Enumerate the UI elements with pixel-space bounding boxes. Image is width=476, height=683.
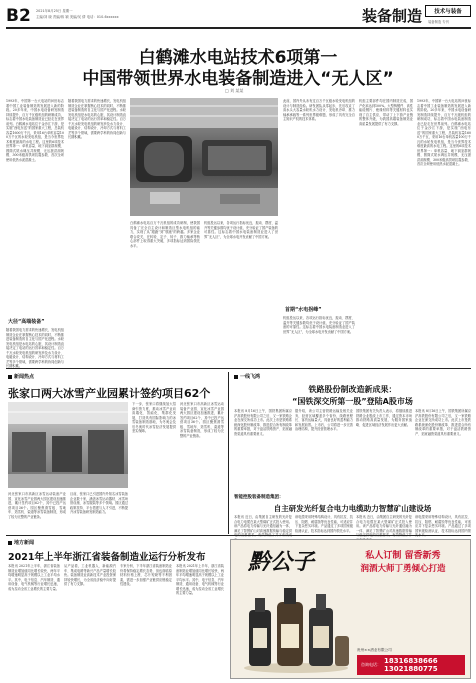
tag-frontline-label: 一线飞鸿 xyxy=(240,374,261,380)
lead-column-e: 此前，国内外从未有过百万千瓦级水轮发电机组的设计与制造经验。研发团队从零起步，先后攻克了高水头大容量水轮机水力设计、发电机冷却、推力轴承承载等一系列世界级难题，形成了具有完全自主知识产权的技术体系。 xyxy=(283,99,355,121)
story2-column-b: 目前，张家口已引进国内外知名冰雪装备企业数十家，涵盖冰雪运动器材、冰雪场馆设施、冰雪服装等多个领域。园区通过政策扶持、平台搭建与人才引进，不断提升冰雪装备研发制造能力。 xyxy=(70,492,128,514)
industrial-park-photo xyxy=(8,402,128,488)
masthead xyxy=(0,0,476,28)
story2-column-a: 河北张家口市高新区冰雪运动装备产业园、宣化冰雪产业园两大园区建设加速推进，累计签约项目62个，其中已投产运营项目36个。园区聚焦滑雪板、雪地车、造雪机、索道等冰雪装备制造，形成了较为完整的产业链条。 xyxy=(8,492,66,519)
editor-line: 主编/刘 晓 责编/蒋 颖 美编/吴 倩 电话：010-6xxxxxx xyxy=(36,15,119,19)
story4-column-b: 该电缆采用特殊结构设计，具有抗拉、抗压、阻燃、耐腐蚀等优良性能，可适应井下复杂恶劣环境。产品通过了多项国家级检测认证，技术指标达到国内领先水平。 xyxy=(295,515,353,533)
story3-headline-2: “国铁深交所第一股”登陆A股市场 xyxy=(292,397,413,406)
lead-column-a: 1993年，中国第一台大电站的问世标志着中国工业装备制造的发展进入新的阶段。20多年来，中国水电设备研发制造持续提升，百万千瓦级机组的研制成功，标志着中国水电装备制造业已经走在世界前列。白鹤滩水电站位于金沙江下游，是实施“西电东送”的国家重大工程，总装机容量1600万千瓦，采用16台单机容量100万千瓦的水轮发电机组，是当今世界技术难度最高的水电工程。这里的6项技术世界第一：单机容量、地下洞室群规模、圆筒式尾水调压井规模、无压泄洪洞规模、300米级高拱坝抗震参数、首次全坝使用低热水泥混凝土。 xyxy=(6,99,64,162)
mid-bottom-rule xyxy=(6,535,471,536)
story5-column-b: 从产品看，工业机器人、新能源汽车、集成电路等新兴产品产量增长较快。装备制造业高新技术产业投资保持较快增长，为全省经济稳中向好提供了有力支撑。 xyxy=(64,564,116,586)
lead-headline-2: 中国带领世界水电装备制造进入“无人区” xyxy=(82,69,394,89)
tag-frontline xyxy=(234,373,260,380)
lead-column-g: 1993年，中国第一台大电站的问世标志着中国工业装备制造的发展进入新的阶段。20多年来，中国水电设备研发制造持续提升，百万千瓦级机组的研制成功，标志着中国水电装备制造业已经走在世界前列。白鹤滩水电站位于金沙江下游，是实施“西电东送”的国家重大工程，总装机容量1600万千瓦，采用16台单机容量100万千瓦的水轮发电机组，是当今世界技术难度最高的水电工程。这里的6项技术世界第一：单机容量、地下洞室群规模、圆筒式尾水调压井规模、无压泄洪洞规模、300米级高拱坝抗震参数、首次全坝使用低热水泥混凝土。 xyxy=(417,99,471,166)
story3-column-a: 本报讯 8月16日上午，国铁集团所属京沪高铁股份有限公司之后，又一家铁路企业在深交所成功上市。此次上市是铁路系统深化股份制改革、推进混合所有制改革的重要举措，对于盘活铁路资产、拓宽融资渠道具有重要意义。 xyxy=(234,409,292,436)
paper-name-box xyxy=(425,5,471,17)
lead-column-d: 机组投运以来，各项运行指标优良，振动、摆度、温升等关键参数均优于设计值，充分验证了国产装备的可靠性。这标志着中国水电装备制造业进入了世界“无人区”，为全球水电开发贡献了中国方案。 xyxy=(204,221,278,239)
tag-square-icon xyxy=(8,375,12,379)
story2-headline: 张家口两大冰雪产业园累计签约项目62个 xyxy=(8,387,211,400)
masthead-rule xyxy=(6,27,471,29)
story3-headline-1: 铁路股份制改造新成果： xyxy=(308,385,397,394)
ad-company: 贵州××酒业有限公司 xyxy=(357,648,392,652)
ad-slogan-2: 润酒大师丁勇倾心打造 xyxy=(360,564,446,574)
lead-column-f: 机组主要部件均在国内制造完成，国产化率达到100%。大型铸锻件、高性能硅钢片、绝缘材料等关键材料也实现了自主供应，带动了上下游产业链的整体升级，为我国高端装备制造业高质量发展提供了有力支撑。 xyxy=(359,99,413,126)
lead-column-c: 白鹤滩水电站百万千瓦机组的成功研制，使我国具备了完全自主设计和制造巨型水电机组的能力，实现了从“跟跑”到“领跑”的跨越。多家企业联合攻关，在转轮、定子、转子、推力轴承等核心部件上取得重大突破，多项指标达到国际领先水平。 xyxy=(130,221,200,248)
ad-phone-2: 13021880775 xyxy=(384,665,438,673)
tag-news-hot-label: 新闻热点 xyxy=(14,374,35,380)
factory-photo xyxy=(130,98,278,216)
story4-headline-2: 自主研发光纤复合电力电缆助力智慧矿山建设场 xyxy=(273,504,432,513)
lead-column-b: 随着我国电力需求的快速增长，发电机组制造企业在掌握核心技术的同时，不断推进装备制造的自主化与国产化进程。水轮发电机组是水电站的心脏，其设计制造直接决定了电站的运行效率和稳定性。百万千瓦水轮发电机组的研发涉及水力设计、电磁设计、结构设计、冷却方式与材料工艺等多个领域，需要跨学科的协同创新与长期积累。 xyxy=(68,99,126,139)
liquor-bottles-image xyxy=(241,580,351,674)
section-name: 装备制造 xyxy=(362,7,423,25)
story5-column-a: 本报讯 2021年上半年，浙江省装备制造业增加值同比增长较快，两年平均增速明显高于规模以上工业平均水平。其中，电子信息、汽车制造、通用设备、电气机械等行业增长迅速，成为拉动全省工业增长的主要力量。 xyxy=(8,564,60,591)
ad-phone-box xyxy=(357,655,465,675)
story4-column-d: 该电缆采用特殊结构设计，具有抗拉、抗压、阻燃、耐腐蚀等优良性能，可适应井下复杂恶劣环境。产品通过了多项国家级检测认证，技术指标达到国内领 xyxy=(415,515,471,533)
story5-headline: 2021年上半年浙江省装备制造业运行分析发布 xyxy=(8,552,206,563)
story4-column-c: 本报讯 近日，由集团自主研发的光纤复合电力电缆在某大型煤矿正式投入使用。该产品将电力传输与光纤通信融为一体，满足了智慧矿山对高速数据传输 xyxy=(356,515,412,533)
tag-square-icon xyxy=(8,541,12,545)
story2-column-c: 下一步，张家口将继续加大招商引资力度，推动冰雪产业向高端化、智能化、集群化发展，打造具有国际影响力的冰雪装备制造基地，为冬奥会及后冬奥时代冰雪经济发展提供坚实保障。 xyxy=(132,402,176,433)
story3-column-d: 本报讯 8月16日上午，国铁集团所属京沪高铁股份有限公司之后，又一家铁路企业在深交所成功上市。此次上市是铁路系统深化股份制改革、推进混合所有制改革的重要举措，对于盘活铁路资产、拓宽融资渠道具有重要意义。 xyxy=(415,409,471,436)
story3-column-c: 国铁集团有关负责人表示，将继续推进铁路企业股改上市工作，通过资本市场推动铁路高质量发展，为服务国家战略、促进区域经济发展作出更大贡献。 xyxy=(356,409,412,427)
paper-sub: 装备制造 专刊 xyxy=(428,20,449,24)
story4-headline-1: 智能控股装备制造集团： xyxy=(234,495,284,500)
ad-brand-name: 黔公子 xyxy=(247,548,314,575)
paper-name: 技术与装备 xyxy=(434,9,462,15)
lead-byline: □ 刘 某某 xyxy=(225,88,244,93)
ad-phone-label: 咨询电话： xyxy=(361,662,381,667)
lead-subhead-1: 大径“高端装备” xyxy=(8,319,45,325)
ad-phone-1: 18316838666 xyxy=(384,657,438,665)
tag-news-hot xyxy=(8,373,34,380)
story4-column-a: 本报讯 近日，由集团自主研发的光纤复合电力电缆在某大型煤矿正式投入使用。该产品将电力传输与光纤通信融为一体，满足了智慧矿山对高速数据传输与稳定供 xyxy=(234,515,292,533)
ad-brand-logo xyxy=(237,546,325,574)
lead-bottom-rule xyxy=(6,368,471,369)
ad-slogan-1: 私人订制 留香新秀 xyxy=(365,551,441,561)
tag-square-icon xyxy=(234,375,238,379)
tag-local-news xyxy=(8,539,34,546)
liquor-advertisement xyxy=(230,539,471,679)
tag-local-news-label: 地方新闻 xyxy=(14,540,35,546)
story3-column-b: 据介绍，该公司主营铁路运输及相关业务，经营区域覆盖多个省份，线路里程长、客货运输量大，具备良好的盈利能力和发展前景。上市后，公司将进一步完善治理结构，提升经营管理水平。 xyxy=(295,409,353,431)
story2-column-d: 河北张家口市高新区冰雪运动装备产业园、宣化冰雪产业园两大园区建设加速推进，累计签约项目62个，其中已投产运营项目36个。园区聚焦滑雪板、雪地车、造雪机、索道等冰雪装备制造，形成了较为完整的产业链条。 xyxy=(180,402,224,438)
lead-headline-1: 白鹤滩水电站技术6项第一 xyxy=(138,48,338,68)
story5-column-d: 本报讯 2021年上半年，浙江省装备制造业增加值同比增长较快，两年平均增速明显高于规模以上工业平均水平。其中，电子信息、汽车制造、通用设备、电气机械等行业增长迅速，成为拉动全省工业增长的主要力量。 xyxy=(176,564,224,595)
lead-column-e2: 机组投运以来，各项运行指标优良，振动、摆度、温升等关键参数均优于设计值，充分验证了国产装备的可靠性。这标志着中国水电装备制造业进入了世界“无人区”，为全球水电开发贡献了中国方案。 xyxy=(283,316,355,334)
date-line: 2021年8月25日 星期一 xyxy=(36,9,73,13)
lead-column-a2: 随着我国电力需求的快速增长，发电机组制造企业在掌握核心技术的同时，不断推进装备制造的自主化与国产化进程。水轮发电机组是水电站的心脏，其设计制造直接决定了电站的运行效率和稳定性。百万千瓦水轮发电机组的研发涉及水力设计、电磁设计、结构设计、冷却方式与材料工艺等多个领域，需要跨学科的协同创新与长期积累。 xyxy=(6,328,64,368)
page-number: B2 xyxy=(6,6,31,26)
story5-column-c: 专家分析，下半年浙江省装备制造业仍将保持稳定增长态势，但也面临原材料价格上涨、芯片短缺等不利因素，需进一步加强产业链供应链稳定性建设。 xyxy=(120,564,172,586)
lead-subhead-2: 首期“水电拐峰” xyxy=(285,307,322,313)
story2-divider xyxy=(228,372,229,534)
